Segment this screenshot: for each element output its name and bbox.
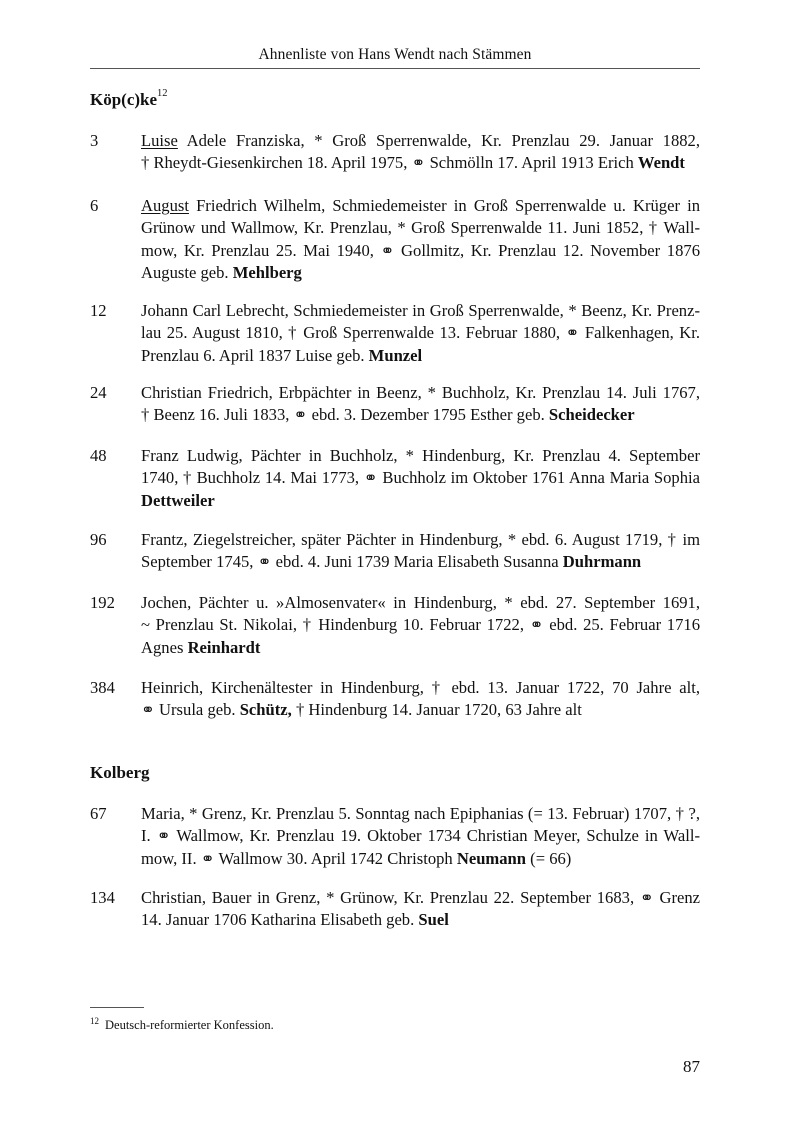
surname: Mehlberg xyxy=(232,262,302,282)
entry-line xyxy=(141,614,700,636)
entry-line xyxy=(141,803,700,825)
header-rule xyxy=(90,68,700,69)
entry-line xyxy=(141,195,700,217)
footnote-number: 12 xyxy=(90,1016,99,1026)
entry-line xyxy=(141,240,700,262)
entry-text: Friedrich Wilhelm, Schmiedemeister in Groß Sperrenwalde u. Krüger in xyxy=(188,196,700,215)
surname: Munzel xyxy=(368,345,423,365)
entry-line xyxy=(141,300,700,322)
entry-text: mow, II. ⚭ Wallmow 30. April 1742 Christoph xyxy=(141,848,457,868)
entry-text: † Rheydt-Giesenkirchen 18. April 1975, ⚭ Schmölln 17. April 1913 Erich xyxy=(141,153,638,173)
surname: Schütz, xyxy=(239,700,292,720)
entry-text: Johann Carl Lebrecht, Schmiedemeister in Groß Sperrenwalde, * Beenz, Kr. Prenz- xyxy=(141,301,700,320)
entry-line xyxy=(141,529,700,551)
entry-line xyxy=(141,699,700,721)
call-name: August xyxy=(141,196,189,215)
entry-line xyxy=(141,404,700,426)
ancestor-entry xyxy=(90,592,700,659)
footnote-reference: 12 xyxy=(157,88,168,100)
ancestor-entry xyxy=(90,677,700,722)
entry-line xyxy=(141,490,700,512)
entry-text: September 1745, ⚭ ebd. 4. Juni 1739 Maria Elisabeth Susanna xyxy=(141,552,563,572)
entry-line xyxy=(141,909,700,931)
entry-text: † Beenz 16. Juli 1833, ⚭ ebd. 3. Dezember 1795 Esther geb. xyxy=(141,405,549,425)
surname: Duhrmann xyxy=(562,552,642,572)
entry-text: 1740, † Buchholz 14. Mai 1773, ⚭ Buchholz im Oktober 1761 Anna Maria Sophia xyxy=(141,468,700,488)
entry-text: Christian Friedrich, Erbpächter in Beenz, * Buchholz, Kr. Prenzlau 14. Juli 1767, xyxy=(141,383,700,402)
entry-line xyxy=(141,262,700,284)
entry-line xyxy=(141,322,700,344)
entry-number: 6 xyxy=(90,196,99,215)
ancestor-entry xyxy=(90,300,700,367)
section-title-koepcke: $Köp(c)ke^{12}$ xyxy=(90,88,168,109)
page-number: 87 xyxy=(683,1057,700,1076)
entry-line xyxy=(141,152,700,174)
ancestor-entry xyxy=(90,130,700,175)
surname: Neumann xyxy=(456,848,527,868)
entry-number: 67 xyxy=(90,804,107,823)
entry-text: Auguste geb. xyxy=(141,262,233,282)
surname: Suel xyxy=(418,910,449,930)
running-header: Ahnenliste von Hans Wendt nach Stämmen xyxy=(258,46,532,63)
entry-line xyxy=(141,825,700,847)
entry-text: Grünow und Wallmow, Kr. Prenzlau, * Groß Sperrenwalde 11. Juni 1852, † Wall- xyxy=(141,218,700,238)
entry-number: 192 xyxy=(90,593,115,612)
ancestor-entry xyxy=(90,887,700,932)
entry-line xyxy=(141,848,700,870)
entry-text: ⚭ Ursula geb. xyxy=(141,700,240,720)
ancestor-entry xyxy=(90,382,700,427)
entry-line xyxy=(141,677,700,699)
ancestor-entry xyxy=(90,803,700,870)
entry-line xyxy=(141,887,700,909)
surname: Reinhardt xyxy=(187,637,261,657)
ancestor-entry xyxy=(90,195,700,284)
entry-text: ~ Prenzlau St. Nikolai, † Hindenburg 10. Februar 1722, ⚭ ebd. 25. Februar 1716 xyxy=(141,615,700,635)
entry-line xyxy=(141,467,700,489)
entry-text: Christian, Bauer in Grenz, * Grünow, Kr. Prenzlau 22. September 1683, ⚭ Grenz xyxy=(141,888,700,907)
footnote-text: Deutsch-reformierter Konfession. xyxy=(105,1018,274,1033)
entry-text: Maria, * Grenz, Kr. Prenzlau 5. Sonntag nach Epiphanias (= 13. Februar) 1707, † ?, xyxy=(141,804,700,823)
entry-text: Jochen, Pächter u. »Almosenvater« in Hindenburg, * ebd. 27. September 1691, xyxy=(141,593,700,612)
entry-line xyxy=(141,217,700,239)
surname: Scheidecker xyxy=(548,405,635,425)
entry-text: 14. Januar 1706 Katharina Elisabeth geb. xyxy=(141,910,419,930)
entry-number: 96 xyxy=(90,530,107,549)
entry-number: 12 xyxy=(90,301,107,320)
entry-text: Frantz, Ziegelstreicher, später Pächter in Hindenburg, * ebd. 6. August 1719, † im xyxy=(141,530,700,549)
ancestor-entry xyxy=(90,445,700,512)
entry-line xyxy=(141,592,700,614)
entry-text: Heinrich, Kirchenältester in Hindenburg, † ebd. 13. Januar 1722, 70 Jahre alt, xyxy=(141,678,700,697)
entry-text: Agnes xyxy=(141,637,188,657)
ancestor-entry xyxy=(90,529,700,574)
entry-text: Franz Ludwig, Pächter in Buchholz, * Hindenburg, Kr. Prenzlau 4. September xyxy=(141,446,700,465)
entry-text: lau 25. August 1810, † Groß Sperrenwalde 13. Februar 1880, ⚭ Falkenhagen, Kr. xyxy=(141,323,700,343)
footnote xyxy=(90,1016,274,1033)
entry-text: Adele Franziska, * Groß Sperrenwalde, Kr. Prenzlau 29. Januar 1882, xyxy=(177,131,700,150)
entry-line xyxy=(141,382,700,404)
entry-text: mow, Kr. Prenzlau 25. Mai 1940, ⚭ Gollmitz, Kr. Prenzlau 12. November 1876 xyxy=(141,240,700,260)
entry-line xyxy=(141,637,700,659)
entry-line xyxy=(141,130,700,152)
entry-text: I. ⚭ Wallmow, Kr. Prenzlau 19. Oktober 1734 Christian Meyer, Schulze in Wall- xyxy=(141,826,700,846)
entry-number: 24 xyxy=(90,383,107,402)
entry-number: 48 xyxy=(90,446,107,465)
entry-line xyxy=(141,345,700,367)
footnote-rule xyxy=(90,1007,144,1008)
call-name: Luise xyxy=(141,131,178,150)
entry-text: † Hindenburg 14. Januar 1720, 63 Jahre alt xyxy=(291,700,582,720)
entry-number: 3 xyxy=(90,131,99,150)
entry-line xyxy=(141,551,700,573)
entry-number: 384 xyxy=(90,678,115,697)
entry-text: (= 66) xyxy=(526,848,572,868)
surname: Dettweiler xyxy=(141,490,215,510)
surname: Wendt xyxy=(637,153,685,173)
entry-number: 134 xyxy=(90,888,115,907)
section-title-kolberg: Kolberg xyxy=(90,763,150,782)
entry-text: Prenzlau 6. April 1837 Luise geb. xyxy=(141,345,369,365)
entry-line xyxy=(141,445,700,467)
